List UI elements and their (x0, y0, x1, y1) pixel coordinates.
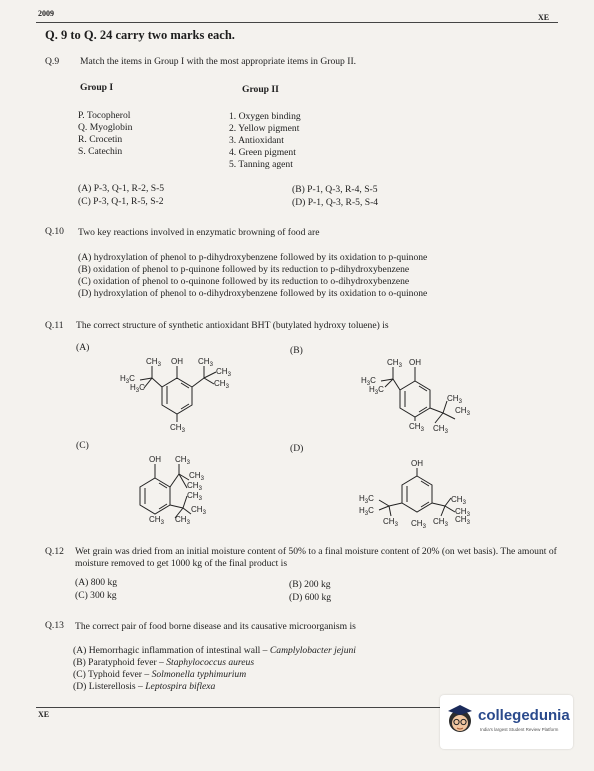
q11-option-c-label: (C) (76, 440, 89, 451)
d-ch3-r1: $CH_3$ (451, 495, 466, 506)
b-h3c-upper: $H_3C$ (361, 376, 376, 387)
footer-code: XE (38, 710, 50, 719)
q11-option-d-label: (D) (290, 443, 304, 454)
c-ch3-r2: $CH_3$ (187, 481, 202, 492)
c-ch3-r3: $CH_3$ (187, 491, 202, 502)
a-h3c-lower: $H_3C$ (130, 383, 145, 394)
q11-option-b-label: (B) (290, 345, 303, 356)
q13-number: Q.13 (45, 620, 64, 631)
q9-option-a: (A) P-3, Q-1, R-2, S-5 (78, 183, 165, 194)
c-ch3-r4: $CH_3$ (191, 505, 206, 516)
q13-option-d: (D) Listerellosis – Leptospira biflexa (73, 681, 216, 692)
c-ch3-top: $CH_3$ (175, 455, 190, 466)
a-ch3-top-left: $CH_3$ (146, 357, 161, 368)
q10-option-c: (C) oxidation of phenol to o-quinone followed by its reduction to o-dihydroxybenzene (78, 276, 410, 287)
q12-option-a: (A) 800 kg (75, 577, 118, 588)
header-rule (36, 22, 558, 23)
q11-text: The correct structure of synthetic antioxidant BHT (butylated hydroxy toluene) is (76, 320, 389, 331)
q9-group1-item: S. Catechin (78, 146, 123, 157)
a-ch3-bottom: $CH_3$ (170, 423, 185, 434)
q13-option-b: (B) Paratyphoid fever – Staphylococcus aureus (73, 657, 255, 668)
mascot-icon (446, 703, 474, 737)
brand-name: collegedunia (478, 707, 570, 724)
a-ch3-top-right: $CH_3$ (198, 357, 213, 368)
q13-option-c: (C) Typhoid fever – Solmonella typhimurium (73, 669, 247, 680)
q10-number: Q.10 (45, 226, 64, 237)
q9-group2-item: 2. Yellow pigment (229, 123, 300, 134)
structure-d (355, 458, 505, 533)
q9-group2-item: 1. Oxygen binding (229, 111, 301, 122)
d-ch3-b2: $CH_3$ (411, 519, 426, 530)
d-ch3-r3: $CH_3$ (455, 515, 470, 526)
q9-group1-item: P. Tocopherol (78, 110, 131, 121)
c-ch3-r1: $CH_3$ (189, 471, 204, 482)
b-ch3-right-2: $CH_3$ (455, 406, 470, 417)
c-ch3-bottom-2: $CH_3$ (175, 515, 190, 526)
q12-option-c: (C) 300 kg (75, 590, 117, 601)
b-h3c-lower: $H_3C$ (369, 385, 384, 396)
d-h3c-lower: $H_3C$ (359, 506, 374, 517)
a-h3c-upper: $H_3C$ (120, 374, 135, 385)
b-oh: OH (409, 358, 421, 367)
collegedunia-watermark (440, 695, 573, 749)
d-ch3-r2: $CH_3$ (455, 507, 470, 518)
q9-option-b: (B) P-1, Q-3, R-4, S-5 (292, 184, 378, 195)
b-ch3-top: $CH_3$ (387, 358, 402, 369)
a-ch3-right-1: $CH_3$ (216, 367, 231, 378)
q13-text: The correct pair of food borne disease and its causative microorganism is (75, 621, 356, 632)
q12-option-d: (D) 600 kg (289, 592, 332, 603)
q11-option-a-label: (A) (76, 342, 90, 353)
d-ch3-b1: $CH_3$ (383, 517, 398, 528)
structure-b (355, 355, 505, 435)
q13-option-a: (A) Hemorrhagic inflammation of intestinal wall – Camplylobacter jejuni (73, 645, 356, 656)
q9-option-d: (D) P-1, Q-3, R-5, S-4 (292, 197, 379, 208)
q9-group1-item: R. Crocetin (78, 134, 123, 145)
q12-number: Q.12 (45, 546, 64, 557)
q10-option-a: (A) hydroxylation of phenol to p-dihydroxybenzene followed by its oxidation to p-quinone (78, 252, 428, 263)
q11-number: Q.11 (45, 320, 64, 331)
q10-option-d: (D) hydroxylation of phenol to o-dihydroxybenzene followed by its oxidation to o-quinone (78, 288, 428, 299)
q9-group2-item: 4. Green pigment (229, 147, 296, 158)
q9-group1-list (78, 110, 132, 158)
a-oh: OH (171, 357, 183, 366)
q9-group2-list (229, 111, 301, 171)
q9-option-c: (C) P-3, Q-1, R-5, S-2 (78, 196, 164, 207)
q9-group2-item: 3. Antioxidant (229, 135, 284, 146)
q9-number: Q.9 (45, 56, 60, 67)
q9-group1-heading: Group I (80, 82, 114, 93)
q9-group2-item: 5. Tanning agent (229, 159, 293, 170)
b-ch3-bottom-2: $CH_3$ (433, 424, 448, 435)
q9-group2-heading: Group II (242, 84, 279, 95)
q9-text: Match the items in Group I with the most appropriate items in Group II. (80, 56, 357, 67)
a-ch3-right-2: $CH_3$ (214, 379, 229, 390)
d-h3c-upper: $H_3C$ (359, 494, 374, 505)
exam-year: 2009 (38, 9, 54, 18)
paper-code: XE (538, 13, 550, 22)
c-ch3-bottom-1: $CH_3$ (149, 515, 164, 526)
q10-text: Two key reactions involved in enzymatic browning of food are (78, 227, 320, 238)
q13-options (73, 645, 356, 693)
q9-group1-item: Q. Myoglobin (78, 122, 133, 133)
q12-text: Wet grain was dried from an initial moisture content of 50% to a final moisture content of 20% (on wet basis). The amount of moisture removed to get 1000 kg of the final product is (75, 546, 557, 569)
b-ch3-bottom: $CH_3$ (409, 422, 424, 433)
c-oh: OH (149, 455, 161, 464)
d-oh: OH (411, 459, 423, 468)
b-ch3-right-1: $CH_3$ (447, 394, 462, 405)
q10-option-b: (B) oxidation of phenol to p-quinone followed by its reduction to p-dihydroxybenzene (78, 264, 410, 275)
structure-c (135, 452, 255, 532)
brand-tagline: India's largest Student Review Platform (480, 727, 559, 732)
q12-option-b: (B) 200 kg (289, 579, 331, 590)
d-ch3-b3: $CH_3$ (433, 517, 448, 528)
q10-options (78, 252, 427, 300)
structure-a (112, 350, 252, 434)
section-title: Q. 9 to Q. 24 carry two marks each. (45, 28, 235, 42)
